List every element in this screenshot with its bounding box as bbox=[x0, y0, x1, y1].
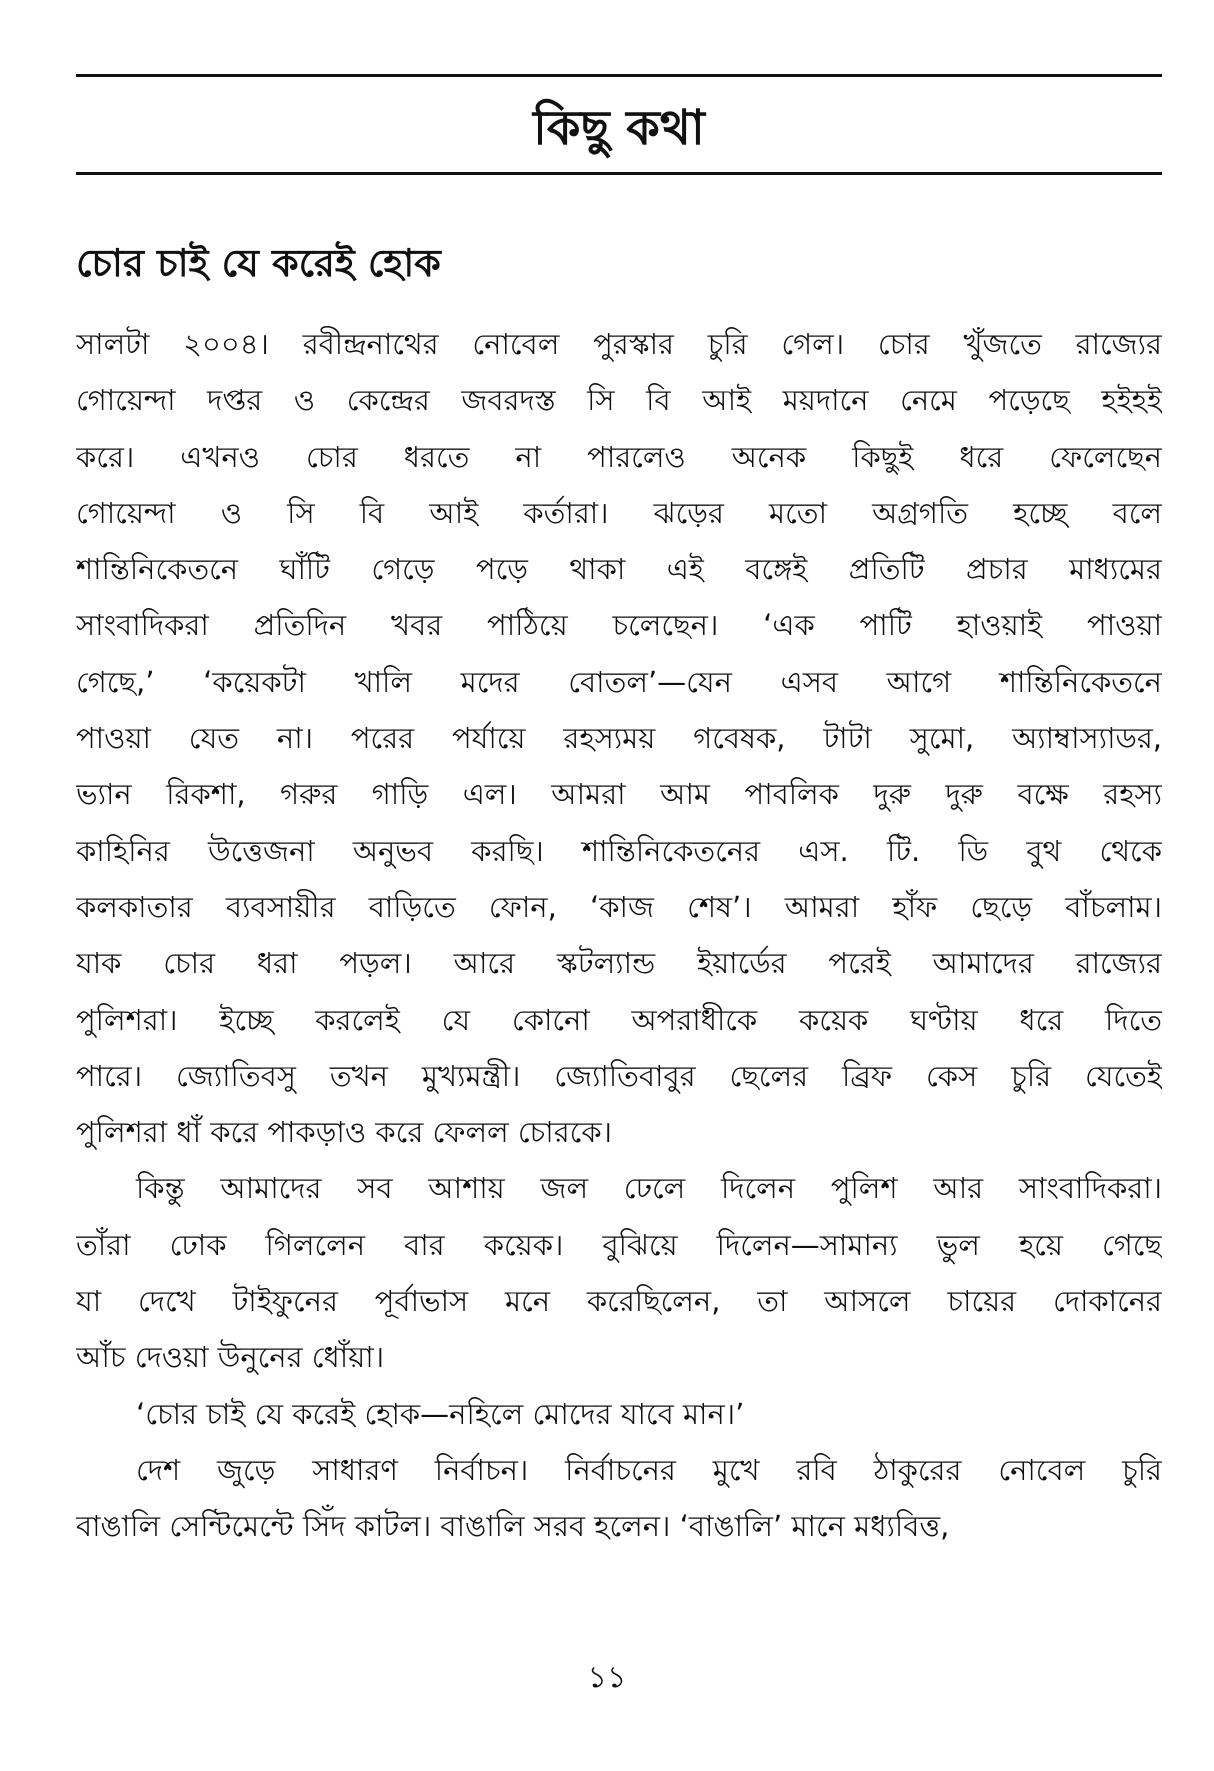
text-line: দেশ জুড়ে সাধারণ নির্বাচন। নির্বাচনের মুখে রবি ঠাকুরের নোবেল চুরি bbox=[136, 1452, 1162, 1487]
text-line: কাহিনির উত্তেজনা অনুভব করছি। শান্তিনিকেতনের এস. টি. ডি বুথ থেকে bbox=[76, 833, 1162, 868]
text-line: সালটা ২০০৪। রবীন্দ্রনাথের নোবেল পুরস্কার চুরি গেল। চোর খুঁজতে রাজ্যের bbox=[76, 327, 1162, 361]
text-line: শান্তিনিকেতনে ঘাঁটি গেড়ে পড়ে থাকা এই বঙ্গেই প্রতিটি প্রচার মাধ্যমের bbox=[76, 552, 1162, 587]
text-line: করে। এখনও চোর ধরতে না পারলেও অনেক কিছুই ধরে ফেলেছেন bbox=[76, 439, 1162, 474]
text-line: গোয়েন্দা দপ্তর ও কেন্দ্রের জবরদস্ত সি বি আই ময়দানে নেমে পড়েছে হইহই bbox=[76, 383, 1162, 418]
text-line: পারে। জ্যোতিবসু তখন মুখ্যমন্ত্রী। জ্যোতিবাবুর ছেলের ব্রিফ কেস চুরি যেতেই bbox=[76, 1058, 1162, 1093]
paragraph-3 bbox=[76, 1386, 1162, 1442]
text-line: বাঙালি সেন্টিমেন্টে সিঁদ কাটল। বাঙালি সরব হলেন। ‘বাঙালি’ মানে মধ্যবিত্ত, bbox=[76, 1509, 950, 1544]
text-line: পাওয়া যেত না। পরের পর্যায়ে রহস্যময় গবেষক, টাটা সুমো, অ্যাম্বাস্যাডর, bbox=[76, 721, 1162, 756]
text-line: তাঁরা ঢোক গিললেন বার কয়েক। বুঝিয়ে দিলেন—সামান্য ভুল হয়ে গেছে bbox=[76, 1227, 1162, 1262]
text-line: কলকাতার ব্যবসায়ীর বাড়িতে ফোন, ‘কাজ শেষ’। আমরা হাঁফ ছেড়ে বাঁচলাম। bbox=[76, 889, 1162, 924]
text-line: যা দেখে টাইফুনের পূর্বাভাস মনে করেছিলেন, তা আসলে চায়ের দোকানের bbox=[76, 1284, 1162, 1319]
header-bottom-rule bbox=[76, 172, 1162, 175]
section-title: চোর চাই যে করেই হোক bbox=[76, 241, 441, 285]
header-top-rule bbox=[76, 74, 1162, 77]
text-line: কিন্তু আমাদের সব আশায় জল ঢেলে দিলেন পুলিশ আর সাংবাদিকরা। bbox=[136, 1171, 1162, 1206]
paragraph-2 bbox=[76, 1160, 1162, 1385]
text-line: গেছে,’ ‘কয়েকটা খালি মদের বোতল’—যেন এসব আগে শান্তিনিকেতনে bbox=[76, 664, 1162, 699]
text-line: আঁচ দেওয়া উনুনের ধোঁয়া। bbox=[76, 1340, 385, 1375]
text-line: পুলিশরা। ইচ্ছে করলেই যে কোনো অপরাধীকে কয়েক ঘণ্টায় ধরে দিতে bbox=[76, 1002, 1162, 1037]
paragraph-4 bbox=[76, 1442, 1162, 1555]
text-line: গোয়েন্দা ও সি বি আই কর্তারা। ঝড়ের মতো অগ্রগতি হচ্ছে বলে bbox=[76, 495, 1162, 530]
paragraph-1 bbox=[76, 316, 1162, 1160]
text-line: যাক চোর ধরা পড়ল। আরে স্কটল্যান্ড ইয়ার্ডের পরেই আমাদের রাজ্যের bbox=[76, 946, 1162, 981]
text-line: পুলিশরা ধাঁ করে পাকড়াও করে ফেলল চোরকে। bbox=[76, 1115, 612, 1150]
text-line: সাংবাদিকরা প্রতিদিন খবর পাঠিয়ে চলেছেন। ‘এক পাটি হাওয়াই পাওয়া bbox=[76, 608, 1162, 643]
body-text bbox=[76, 316, 1162, 1555]
text-line: ভ্যান রিকশা, গরুর গাড়ি এল। আমরা আম পাবলিক দুরু দুরু বক্ষে রহস্য bbox=[76, 777, 1162, 812]
text-line: ‘চোর চাই যে করেই হোক—নহিলে মোদের যাবে মান।’ bbox=[136, 1396, 745, 1431]
page-number: ১১ bbox=[587, 1660, 627, 1695]
chapter-title: কিছু কথা bbox=[533, 100, 705, 156]
